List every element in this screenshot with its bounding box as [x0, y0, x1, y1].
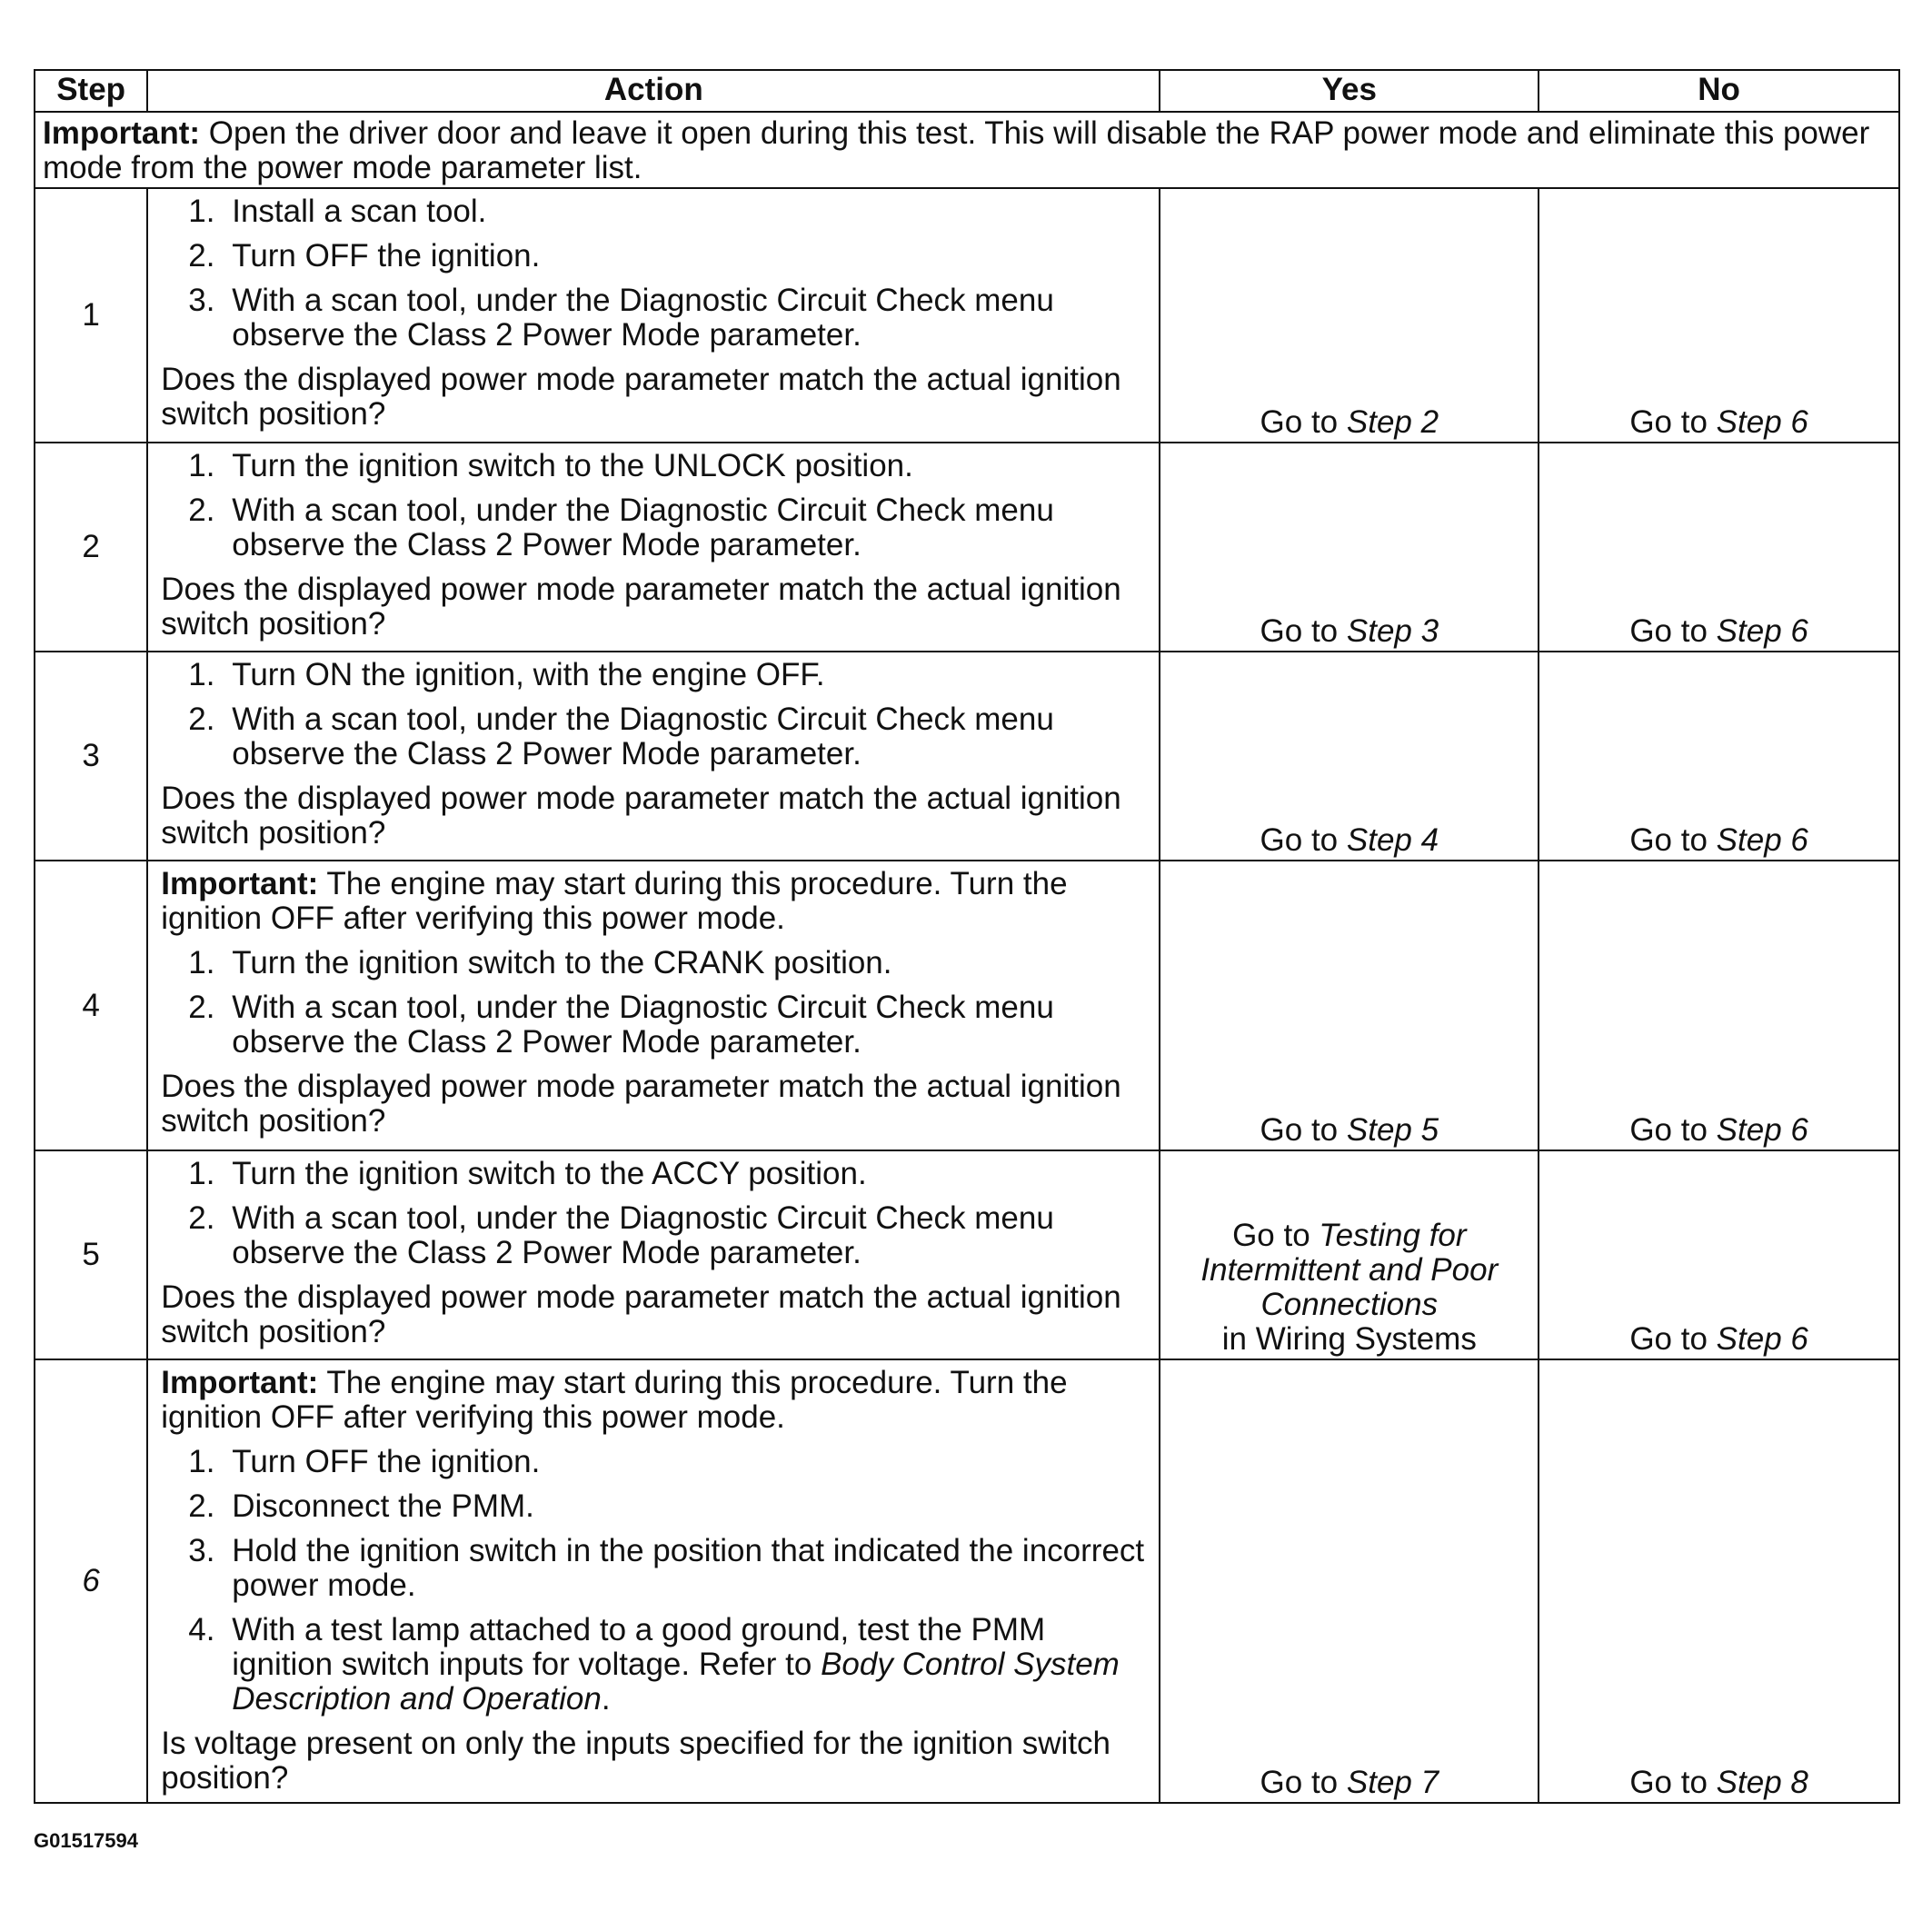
list-item: 1. Install a scan tool. — [188, 194, 487, 229]
diagnostic-table — [34, 69, 1900, 1804]
no-link[interactable]: Step 6 — [1716, 613, 1808, 649]
yes-cell: Go to Step 5 — [1160, 861, 1539, 1150]
no-cell: Go to Step 6 — [1539, 861, 1899, 1150]
table-row — [35, 861, 1899, 1150]
header-step: Step — [35, 70, 147, 112]
question-text: Does the displayed power mode parameter match the actual ignition switch position? — [161, 781, 1121, 851]
yes-link[interactable]: Testing for Intermittent and Poor Connections — [1200, 1218, 1499, 1322]
step-number: 3 — [35, 652, 147, 861]
yes-link[interactable]: Step 4 — [1346, 822, 1439, 858]
table-row — [35, 652, 1899, 861]
table-row — [35, 1150, 1899, 1359]
figure-id: G01517594 — [34, 1829, 138, 1852]
list-item: 2. Disconnect the PMM. — [188, 1488, 534, 1524]
intro-note-text: Open the driver door and leave it open during this test. This will disable the RAP power mode and eliminate this power mode from the power mode parameter list. — [43, 115, 1870, 185]
no-cell: Go to Step 6 — [1539, 652, 1899, 861]
list-item: 3. Hold the ignition switch in the position that indicated the incorrect power mode. — [188, 1533, 1145, 1603]
question-text: Is voltage present on only the inputs specified for the ignition switch position? — [161, 1726, 1111, 1796]
yes-cell: Go to Testing for Intermittent and Poor Connections in Wiring Systems — [1160, 1150, 1539, 1359]
list-item: 2. With a scan tool, under the Diagnostic Circuit Check menu observe the Class 2 Power Mode parameter. — [188, 990, 1054, 1060]
important-label: Important: — [43, 115, 201, 151]
action-cell — [147, 1359, 1160, 1803]
no-link[interactable]: Step 8 — [1716, 1765, 1808, 1800]
list-item: 2. With a scan tool, under the Diagnostic Circuit Check menu observe the Class 2 Power Mode parameter. — [188, 493, 1054, 562]
table-row — [35, 1359, 1899, 1803]
no-link[interactable]: Step 6 — [1716, 1112, 1808, 1148]
step-number: 1 — [35, 188, 147, 443]
yes-cell: Go to Step 3 — [1160, 443, 1539, 652]
step-number: 5 — [35, 1150, 147, 1359]
yes-link[interactable]: Step 2 — [1346, 404, 1439, 440]
no-cell: Go to Step 6 — [1539, 1150, 1899, 1359]
no-cell: Go to Step 6 — [1539, 443, 1899, 652]
action-cell — [147, 1150, 1160, 1359]
yes-tail-text: in Wiring Systems — [1221, 1321, 1477, 1357]
important-note: Important: The engine may start during this procedure. Turn the ignition OFF after verifying this power mode. — [161, 1365, 1068, 1435]
step-number: 4 — [35, 861, 147, 1150]
intro-important-row — [35, 112, 1899, 188]
list-item: 1. Turn the ignition switch to the UNLOCK position. — [188, 448, 913, 483]
list-item: 1. Turn OFF the ignition. — [188, 1444, 541, 1479]
step-number: 2 — [35, 443, 147, 652]
list-item: 1. Turn the ignition switch to the CRANK position. — [188, 945, 892, 980]
yes-cell: Go to Step 4 — [1160, 652, 1539, 861]
list-item: 1. Turn the ignition switch to the ACCY position. — [188, 1156, 867, 1191]
action-cell — [147, 861, 1160, 1150]
intro-important-cell — [35, 112, 1899, 188]
no-link[interactable]: Step 6 — [1716, 822, 1808, 858]
no-cell: Go to Step 8 — [1539, 1359, 1899, 1803]
list-item: 2. Turn OFF the ignition. — [188, 238, 541, 274]
table-row — [35, 188, 1899, 443]
yes-link[interactable]: Step 5 — [1346, 1112, 1439, 1148]
header-yes: Yes — [1160, 70, 1539, 112]
list-item: 2. With a scan tool, under the Diagnostic Circuit Check menu observe the Class 2 Power Mode parameter. — [188, 1200, 1054, 1270]
action-cell — [147, 188, 1160, 443]
yes-cell: Go to Step 2 — [1160, 188, 1539, 443]
yes-link[interactable]: Step 3 — [1346, 613, 1439, 649]
yes-link[interactable]: Step 7 — [1346, 1765, 1439, 1800]
no-cell: Go to Step 6 — [1539, 188, 1899, 443]
question-text: Does the displayed power mode parameter match the actual ignition switch position? — [161, 362, 1121, 432]
action-cell — [147, 443, 1160, 652]
list-item: 4. With a test lamp attached to a good ground, test the PMM ignition switch inputs for voltage. Refer to Body Control System Description and Operation. — [188, 1612, 1120, 1717]
question-text: Does the displayed power mode parameter match the actual ignition switch position? — [161, 572, 1121, 642]
header-action: Action — [147, 70, 1160, 112]
yes-cell: Go to Step 7 — [1160, 1359, 1539, 1803]
no-link[interactable]: Step 6 — [1716, 1321, 1808, 1357]
step-number: 6 — [35, 1359, 147, 1803]
reference-link[interactable]: Body Control System Description and Operation — [232, 1647, 1120, 1717]
table-row — [35, 443, 1899, 652]
action-cell — [147, 652, 1160, 861]
question-text: Does the displayed power mode parameter match the actual ignition switch position? — [161, 1069, 1121, 1139]
list-item: 1. Turn ON the ignition, with the engine OFF. — [188, 657, 825, 692]
important-note: Important: The engine may start during this procedure. Turn the ignition OFF after verifying this power mode. — [161, 866, 1068, 936]
list-item: 2. With a scan tool, under the Diagnostic Circuit Check menu observe the Class 2 Power Mode parameter. — [188, 702, 1054, 771]
header-row — [35, 70, 1899, 112]
question-text: Does the displayed power mode parameter match the actual ignition switch position? — [161, 1279, 1121, 1349]
list-item: 3. With a scan tool, under the Diagnostic Circuit Check menu observe the Class 2 Power Mode parameter. — [188, 283, 1054, 353]
header-no: No — [1539, 70, 1899, 112]
no-link[interactable]: Step 6 — [1716, 404, 1808, 440]
